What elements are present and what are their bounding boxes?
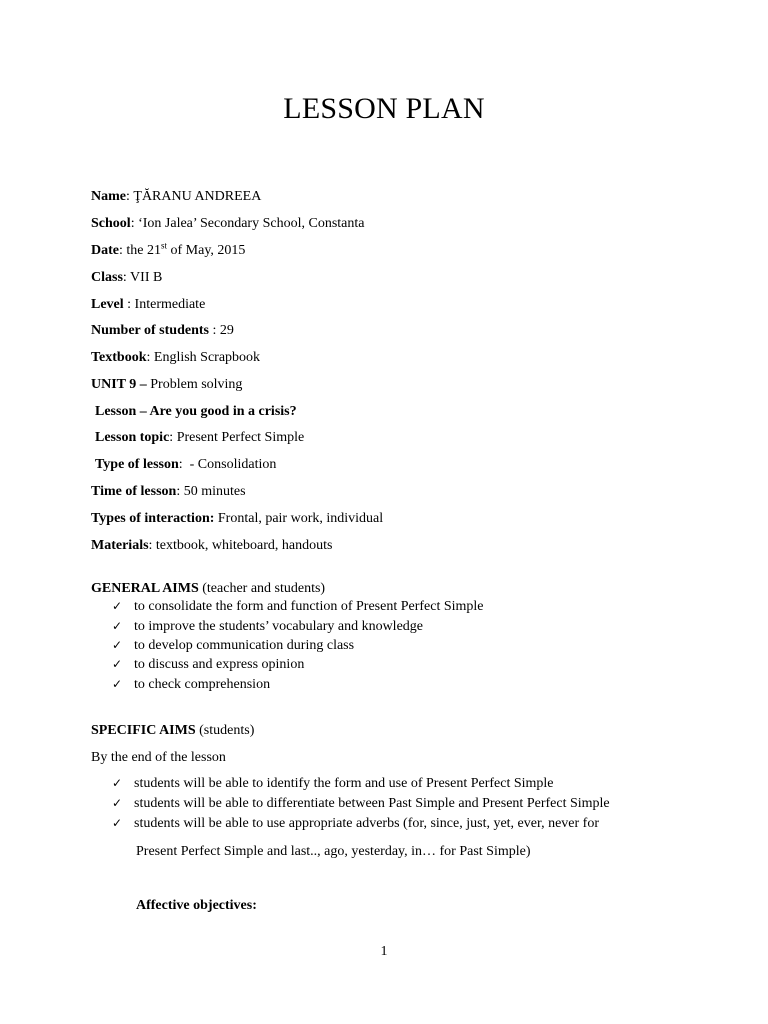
list-item-text: to improve the students’ vocabulary and knowledge: [134, 619, 423, 634]
info-label: Date: [91, 243, 119, 258]
list-item: [112, 776, 554, 792]
info-sep: :: [119, 243, 127, 258]
list-item-continuation: Present Perfect Simple and last.., ago, yesterday, in… for Past Simple): [136, 844, 531, 859]
info-value: Frontal, pair work, individual: [217, 511, 384, 526]
info-value: ‘Ion Jalea’ Secondary School, Constanta: [138, 216, 365, 231]
info-sep: :: [146, 350, 154, 365]
info-value: textbook, whiteboard, handouts: [155, 538, 333, 553]
checkmark-icon: ✓: [112, 619, 123, 633]
section-heading: GENERAL AIMS: [91, 581, 199, 596]
info-label: Number of students: [91, 323, 209, 338]
list-item: [112, 796, 610, 812]
info-school: [91, 216, 364, 232]
info-sep: :: [148, 538, 156, 553]
checkmark-icon: ✓: [112, 796, 123, 810]
checkmark-icon: ✓: [112, 599, 123, 613]
info-value: Problem solving: [150, 377, 243, 392]
info-label: Class: [91, 270, 123, 285]
info-value: of May, 2015: [167, 243, 246, 258]
info-label: Name: [91, 189, 126, 204]
info-label: Type of lesson: [95, 457, 179, 472]
list-item-text: students will be able to differentiate between Past Simple and Present Perfect Simple: [134, 796, 610, 811]
section-note: (teacher and students): [202, 581, 326, 596]
info-value: English Scrapbook: [153, 350, 261, 365]
info-textbook: [91, 350, 260, 366]
checkmark-icon: ✓: [112, 638, 123, 652]
list-item-text: to develop communication during class: [134, 638, 355, 653]
info-label: Lesson topic: [95, 430, 170, 445]
info-unit: [91, 377, 242, 393]
info-time-of-lesson: [91, 484, 246, 500]
section-note: (students): [199, 723, 255, 738]
info-value: Present Perfect Simple: [176, 430, 305, 445]
info-date: [91, 240, 246, 259]
checkmark-icon: ✓: [112, 657, 123, 671]
section-heading: Affective objectives:: [136, 898, 257, 913]
list-item: [112, 657, 304, 673]
page-number: 1: [380, 944, 388, 959]
info-label: Level: [91, 297, 124, 312]
page-title: LESSON PLAN: [283, 92, 485, 125]
info-label: Time of lesson: [91, 484, 177, 499]
info-sep: :: [126, 189, 134, 204]
info-lesson: [95, 404, 297, 420]
list-item-text: to check comprehension: [134, 677, 271, 692]
info-label: Types of interaction:: [91, 511, 215, 526]
list-item-text: students will be able to use appropriate adverbs (for, since, just, yet, ever, never for: [134, 816, 600, 831]
info-sep: :: [178, 457, 190, 472]
info-level: [91, 297, 205, 313]
info-value: 50 minutes: [183, 484, 246, 499]
info-sep: :: [176, 484, 184, 499]
specific-aims-heading: [91, 723, 254, 739]
checkmark-icon: ✓: [112, 816, 123, 830]
info-value: the 21: [126, 243, 161, 258]
info-label: Textbook: [91, 350, 147, 365]
affective-objectives-heading: [136, 898, 257, 914]
info-type-of-lesson: [95, 457, 276, 473]
info-value: 29: [219, 323, 234, 338]
info-sep: :: [130, 216, 139, 231]
specific-aims-intro: By the end of the lesson: [91, 750, 226, 765]
list-item: [112, 816, 599, 832]
info-sep: :: [208, 323, 220, 338]
info-name: [91, 189, 261, 205]
info-number-of-students: [91, 323, 234, 339]
info-value: Intermediate: [134, 297, 206, 312]
info-class: [91, 270, 162, 286]
list-item-text: students will be able to identify the form and use of Present Perfect Simple: [134, 776, 554, 791]
list-item-text: to discuss and express opinion: [134, 657, 305, 672]
list-item: [112, 599, 484, 615]
info-materials: [91, 538, 332, 554]
info-sep: :: [123, 297, 135, 312]
info-types-of-interaction: [91, 511, 383, 527]
info-label: Materials: [91, 538, 149, 553]
checkmark-icon: ✓: [112, 677, 123, 691]
info-value-sup: st: [161, 240, 168, 251]
section-heading: SPECIFIC AIMS: [91, 723, 196, 738]
list-item: [112, 677, 270, 693]
list-item-text: to consolidate the form and function of Present Perfect Simple: [134, 599, 484, 614]
info-label: School: [91, 216, 131, 231]
info-value: ŢĂRANU ANDREEA: [133, 189, 262, 204]
info-sep: :: [169, 430, 177, 445]
info-label: Lesson – Are you good in a crisis?: [95, 404, 297, 419]
checkmark-icon: ✓: [112, 776, 123, 790]
list-item: [112, 638, 354, 654]
list-item: [112, 619, 423, 635]
general-aims-heading: [91, 581, 325, 597]
info-value: VII B: [130, 270, 163, 285]
info-label: UNIT 9 –: [91, 377, 147, 392]
info-sep: :: [122, 270, 131, 285]
info-lesson-topic: [95, 430, 304, 446]
info-value: - Consolidation: [189, 457, 277, 472]
